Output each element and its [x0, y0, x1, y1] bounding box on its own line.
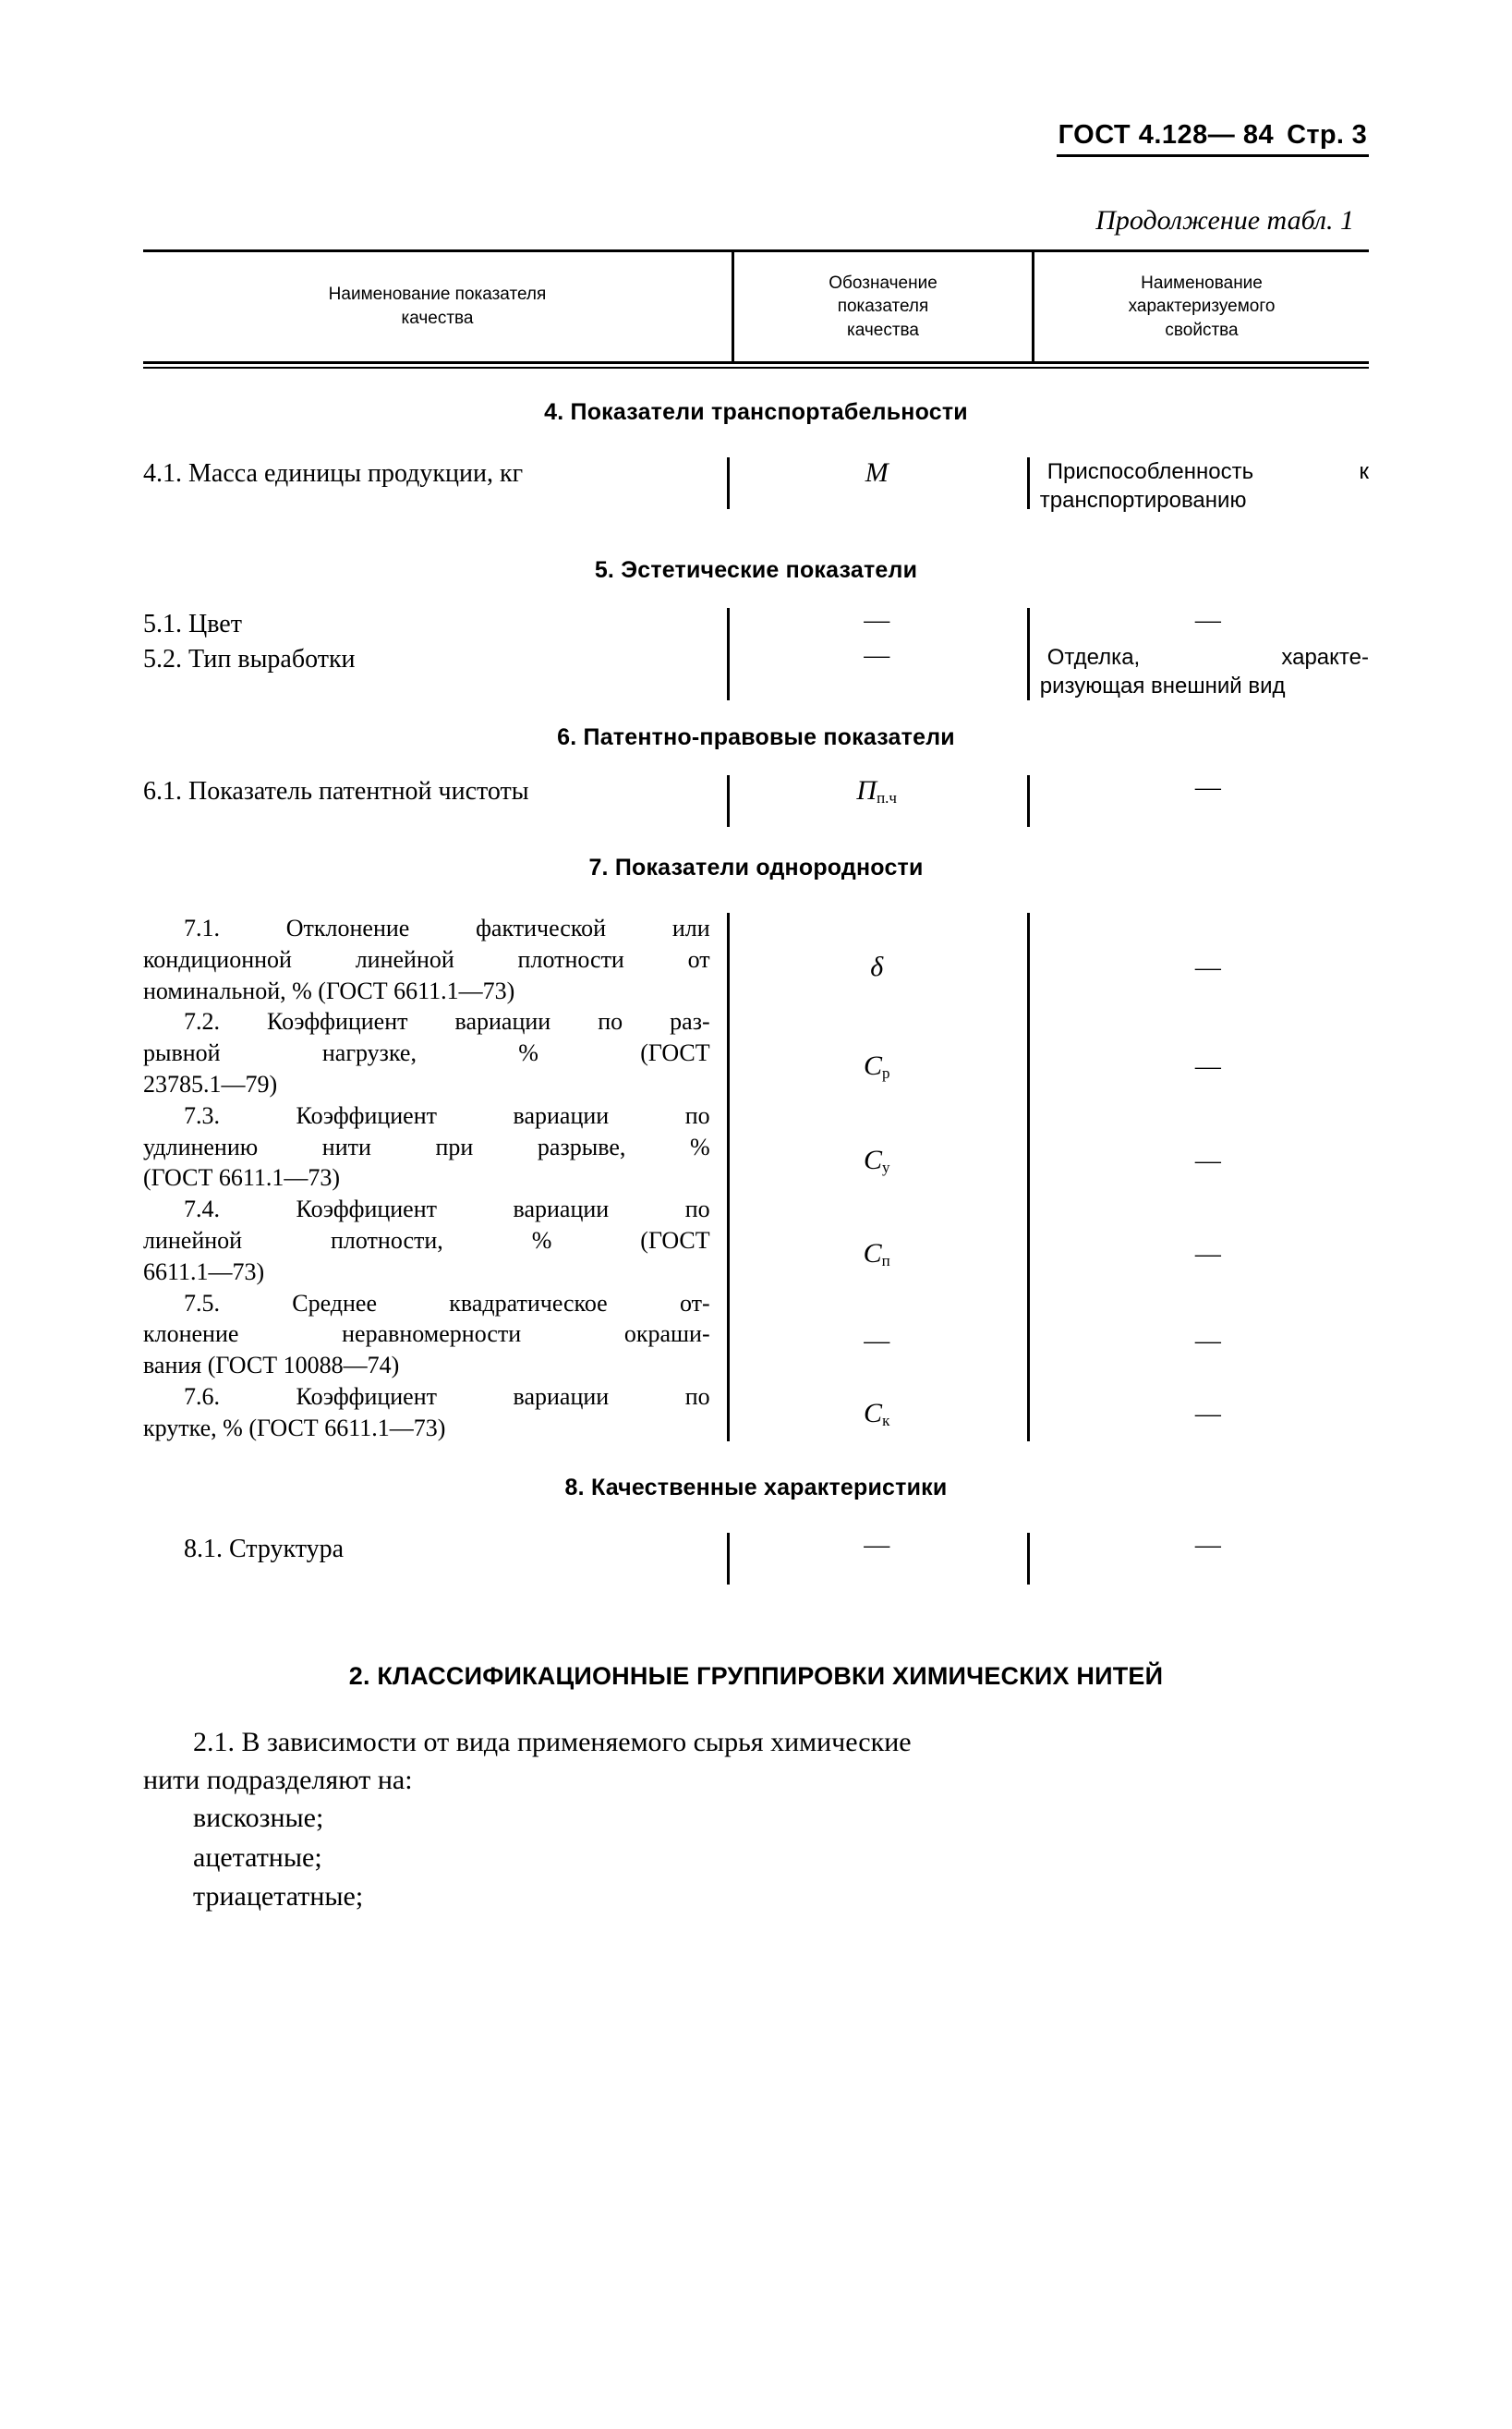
- table-section-4-rows: [143, 457, 1369, 557]
- row-name: 4.1. Масса единицы продукции, кг: [143, 459, 524, 488]
- row-symbol: [727, 1381, 1027, 1430]
- row-name: 5.1. Цвет: [143, 610, 242, 638]
- vertical-rule-left: [727, 913, 730, 1441]
- paragraph-2-1-line2: нити подразделяют на:: [143, 1764, 413, 1795]
- row-name-line1: 7.2. Коэффициент вариации по раз-: [184, 1008, 710, 1036]
- column-header-property-line3: свойства: [1165, 320, 1239, 340]
- row-name-line3: номинальной, % (ГОСТ 6611.1—73): [143, 977, 515, 1004]
- row-name: [143, 1006, 727, 1099]
- row-property: —: [1194, 606, 1221, 635]
- row-symbol-base: C: [863, 1238, 882, 1269]
- column-header-symbol-line2: показателя: [837, 297, 929, 317]
- row-property: —: [1194, 1399, 1221, 1428]
- row-property-line1-a: Отделка,: [1046, 644, 1141, 670]
- table-section-5-rows: [143, 608, 1369, 715]
- section-heading-6: 6. Патентно-правовые показатели: [557, 724, 955, 750]
- vertical-rule-right: [1027, 608, 1030, 700]
- section-heading-7: 7. Показатели однородности: [588, 855, 924, 881]
- row-property-line1-b: характе-: [1281, 644, 1369, 670]
- table-row: [143, 1533, 1369, 1566]
- row-property: —: [1194, 1052, 1221, 1082]
- row-property: —: [1194, 1146, 1221, 1175]
- row-name-line3: (ГОСТ 6611.1—73): [143, 1164, 341, 1192]
- table-row: [143, 1288, 1369, 1381]
- table-section-8-rows: [143, 1533, 1369, 1609]
- paragraph-2-1-line1: 2.1. В зависимости от вида применяемого сырья химические: [193, 1727, 912, 1757]
- row-symbol: [727, 1100, 1027, 1177]
- row-name: 6.1. Показатель патентной чистоты: [143, 777, 529, 806]
- table-row: [143, 640, 1369, 700]
- row-symbol-base: C: [863, 1051, 882, 1082]
- page-header-inner: [1057, 120, 1369, 157]
- row-name-line2: крутке, % (ГОСТ 6611.1—73): [143, 1414, 446, 1441]
- section-heading-4: 4. Показатели транспортабельности: [544, 399, 968, 425]
- row-name-line1: 7.5. Среднее квадратическое от-: [184, 1289, 710, 1317]
- row-property-line1: [1047, 643, 1369, 672]
- column-header-property-line1: Наименование: [1141, 273, 1263, 293]
- row-property: [1027, 643, 1369, 700]
- table-header-row: [143, 252, 1369, 364]
- fiber-type-list: [143, 1799, 1369, 1917]
- vertical-rule-left: [727, 608, 730, 700]
- row-symbol: [727, 1006, 1027, 1083]
- row-symbol-base: П: [856, 775, 877, 806]
- list-item: триацетатные;: [193, 1881, 364, 1913]
- table-body: [143, 399, 1369, 1609]
- table-section-7-rows: [143, 913, 1369, 1467]
- row-property-line1-a: Приспособленность: [1046, 459, 1254, 484]
- row-name-line3: 6611.1—73): [143, 1257, 265, 1285]
- vertical-rule-left: [727, 457, 730, 509]
- table-row: [143, 1006, 1369, 1099]
- vertical-rule-right: [1027, 913, 1030, 1441]
- row-symbol-base: C: [863, 1144, 882, 1175]
- row-name-line2: рывной нагрузке, % (ГОСТ: [143, 1039, 710, 1067]
- row-name: 5.2. Тип выработки: [143, 644, 356, 674]
- row-symbol: [727, 775, 1027, 808]
- column-header-symbol-line3: качества: [847, 320, 919, 340]
- column-header-name-line2: качества: [401, 309, 474, 328]
- table-section-6-rows: [143, 775, 1369, 855]
- row-symbol: M: [865, 457, 889, 488]
- row-symbol: —: [864, 1326, 890, 1355]
- row-name: [143, 913, 727, 1006]
- row-symbol: [727, 1194, 1027, 1270]
- row-symbol-base: δ: [870, 952, 884, 982]
- row-name: [143, 1100, 727, 1194]
- row-name-line2: кондиционной линейной плотности от: [143, 945, 710, 973]
- column-header-symbol: [732, 252, 1032, 361]
- quality-indicators-table: [143, 249, 1369, 1609]
- row-name: [143, 1194, 727, 1287]
- row-name-line1: 7.3. Коэффициент вариации по: [184, 1101, 710, 1129]
- row-symbol-base: C: [864, 1397, 883, 1428]
- list-item: вискозные;: [193, 1803, 324, 1833]
- gost-number: ГОСТ 4.128— 84: [1058, 120, 1275, 150]
- row-property-line1: [1047, 457, 1369, 486]
- row-symbol: —: [864, 1531, 890, 1560]
- table-row: [143, 608, 1369, 641]
- row-name-line2: линейной плотности, % (ГОСТ: [143, 1226, 710, 1254]
- table-row: [143, 457, 1369, 515]
- column-header-symbol-line1: Обозначение: [829, 273, 937, 293]
- row-name-line3: 23785.1—79): [143, 1070, 278, 1098]
- table-row: [143, 1194, 1369, 1287]
- list-item: ацетатные;: [193, 1841, 322, 1873]
- row-symbol-sub: у: [881, 1158, 890, 1176]
- page-header: [143, 120, 1369, 157]
- vertical-rule-right: [1027, 457, 1030, 509]
- column-header-property: [1032, 252, 1369, 361]
- row-name: [143, 1381, 727, 1444]
- column-header-name: [143, 252, 732, 361]
- row-property-line2: ризующая внешний вид: [1039, 674, 1286, 699]
- row-symbol-sub: к: [882, 1412, 890, 1430]
- row-property: —: [1194, 773, 1221, 802]
- row-symbol: —: [864, 640, 890, 670]
- row-property-line2: транспортированию: [1039, 488, 1247, 514]
- row-name: 8.1. Структура: [184, 1535, 345, 1563]
- vertical-rule-right: [1027, 1533, 1030, 1585]
- vertical-rule-left: [727, 1533, 730, 1585]
- row-name-line1: 7.6. Коэффициент вариации по: [184, 1382, 710, 1410]
- column-header-property-line2: характеризуемого: [1128, 297, 1276, 317]
- vertical-rule-right: [1027, 775, 1030, 827]
- table-row: [143, 1100, 1369, 1194]
- row-property: —: [1194, 1240, 1221, 1269]
- row-property-line1-b: к: [1359, 459, 1369, 484]
- table-row: [143, 775, 1369, 808]
- table-row: [143, 1381, 1369, 1444]
- row-symbol: —: [864, 606, 890, 635]
- row-symbol-sub: р: [881, 1064, 890, 1083]
- document-page: [0, 120, 1512, 2429]
- paragraph-2-1: [143, 1724, 1369, 1799]
- row-symbol-sub: п: [881, 1252, 890, 1270]
- row-name-line1: 7.1. Отклонение фактической или: [184, 915, 710, 941]
- row-symbol-sub: п.ч: [877, 789, 897, 808]
- table-continuation-label: Продолжение табл. 1: [1095, 205, 1354, 236]
- row-property: —: [1194, 1326, 1221, 1355]
- column-header-name-line1: Наименование показателя: [328, 285, 547, 305]
- section-heading-8: 8. Качественные характеристики: [564, 1475, 948, 1500]
- section-heading-5: 5. Эстетические показатели: [594, 557, 918, 583]
- row-symbol: [727, 913, 1027, 983]
- row-name-line3: вания (ГОСТ 10088—74): [143, 1352, 400, 1379]
- section-heading-classification: 2. КЛАССИФИКАЦИОННЫЕ ГРУППИРОВКИ ХИМИЧЕСКИХ НИТЕЙ: [348, 1662, 1164, 1690]
- vertical-rule-left: [727, 775, 730, 827]
- row-property: —: [1194, 953, 1221, 982]
- row-property: —: [1194, 1531, 1221, 1560]
- row-name-line2: клонение неравномерности окраши-: [143, 1320, 710, 1348]
- row-property: [1027, 457, 1369, 515]
- row-name: [143, 1288, 727, 1381]
- row-name-line1: 7.4. Коэффициент вариации по: [184, 1196, 710, 1223]
- page-number: Стр. 3: [1287, 120, 1367, 150]
- row-name-line2: удлинению нити при разрыве, %: [143, 1133, 710, 1160]
- table-row: [143, 913, 1369, 1006]
